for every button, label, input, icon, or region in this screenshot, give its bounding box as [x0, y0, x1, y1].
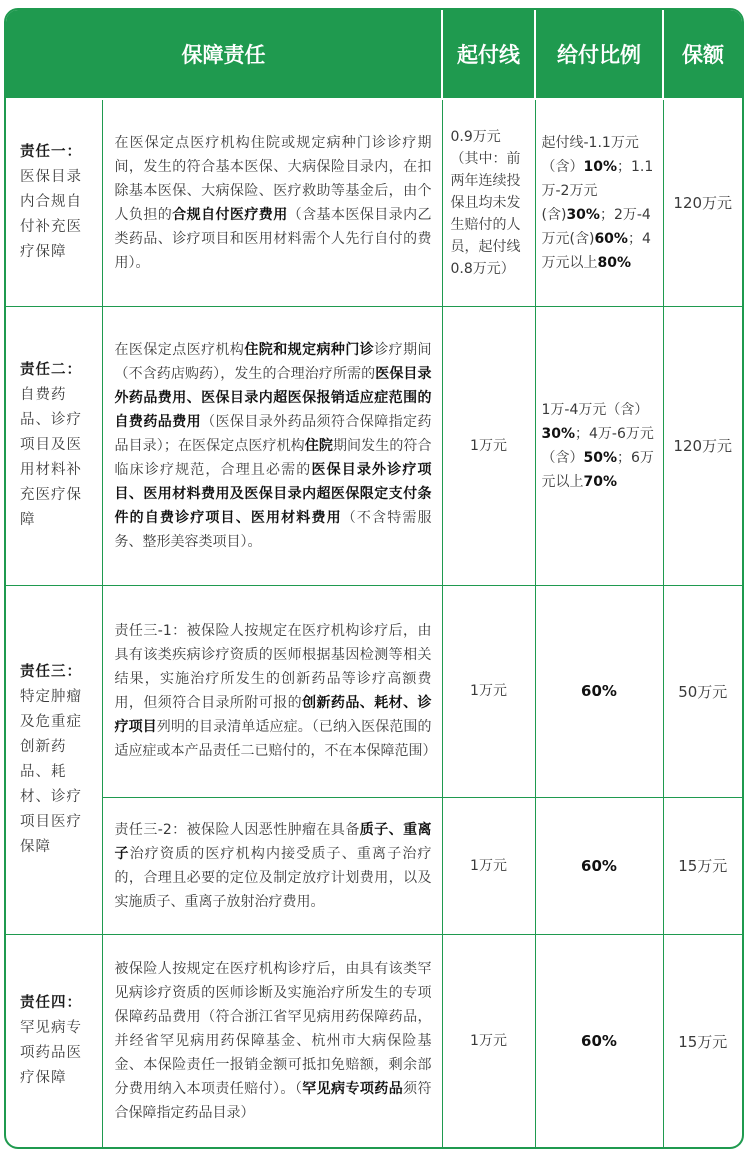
- row-duty-4: [6, 934, 742, 1148]
- row-duty-2: [6, 306, 742, 585]
- text-run: 在医保定点医疗机构: [114, 341, 245, 358]
- header-ratio: 给付比例: [535, 10, 663, 99]
- bold-text: 医保目录外药品费用、医保目录内超医保报销适应症范围的自费药品费用: [114, 365, 432, 430]
- coverage-amount: 120万元: [663, 99, 742, 306]
- duty-label: [6, 306, 102, 585]
- bold-text: 住院: [304, 437, 333, 454]
- payout-ratio: [535, 99, 663, 306]
- duty-label: [6, 99, 102, 306]
- bold-text: 30%: [566, 206, 600, 223]
- coverage-amount: 15万元: [663, 797, 742, 934]
- deductible: 1万元: [442, 797, 535, 934]
- coverage-amount: 120万元: [663, 306, 742, 585]
- duty-description: [102, 585, 442, 797]
- text-run: 2万-4万元(含): [541, 206, 651, 247]
- payout-ratio: 60%: [535, 934, 663, 1148]
- coverage-amount: 15万元: [663, 934, 742, 1148]
- bold-text: 罕见病专项药品: [302, 1081, 404, 1098]
- bold-text: 10%: [583, 158, 618, 175]
- duty-title: 责任二：: [20, 362, 82, 378]
- coverage-table-frame: [4, 8, 744, 1149]
- text-run: 须符合保障指定药品目录）: [114, 1081, 432, 1122]
- text-run: （含基本医保目录内乙类药品、诊疗项目和医用材料需个人先行自付的费用）。: [114, 206, 432, 271]
- bold-text: 医保目录外诊疗项目、医用材料费用及医保目录内超医保限定支付条件的自费诊疗项目、医用材料费用: [114, 461, 432, 526]
- duty-description: [102, 934, 442, 1148]
- text-run: ；: [617, 158, 632, 175]
- row-duty-1: [6, 99, 742, 306]
- bold-text: 60%: [594, 230, 628, 247]
- duty-description: [102, 99, 442, 306]
- text-run: 在医保定点医疗机构住院或规定病种门诊诊疗期间，发生的符合基本医保、大病保险目录内，在扣除基本医保、大病保险、医疗救助等基金后，由个人负担的: [114, 134, 432, 223]
- text-run: ；: [599, 206, 614, 223]
- duty-description: [102, 797, 442, 934]
- text-run: 4万-6万元（含）: [541, 425, 654, 466]
- duty-label: [6, 585, 102, 934]
- coverage-amount: 50万元: [663, 585, 742, 797]
- text-run: 治疗资质的医疗机构内接受质子、重离子治疗的，合理且必要的定位及制定放疗计划费用，以及实施质子、重离子放射治疗费用。: [114, 845, 432, 910]
- duty-name: 特定肿瘤及危重症创新药品、耗材、诊疗项目医疗保障: [20, 688, 82, 855]
- text-run: （医保目录外药品须符合保障指定药品目录）；在医保定点医疗机构: [114, 413, 432, 454]
- bold-text: 创新药品、耗材、诊疗项目: [114, 695, 432, 735]
- bold-text: 30%: [541, 425, 576, 442]
- duty-name: 罕见病专项药品医疗保障: [20, 1020, 82, 1087]
- duty-name: 医保目录内合规自付补充医疗保障: [20, 169, 82, 261]
- header-amount: 保额: [663, 10, 742, 99]
- deductible: 1万元: [442, 306, 535, 585]
- row-duty-3-1: [6, 585, 742, 797]
- duty-title: 责任三：: [20, 663, 82, 680]
- duty-title: 责任一：: [20, 144, 82, 161]
- text-run: 责任三-1：被保险人按规定在医疗机构诊疗后，由具有该类疾病诊疗资质的医师根据基因检测等相关结果，实施治疗所发生的创新药品等诊疗高额费用，但须符合目录所附可报的: [114, 623, 432, 711]
- bold-text: 80%: [597, 254, 632, 271]
- deductible: 1万元: [442, 585, 535, 797]
- deductible: 0.9万元（其中：前两年连续投保且均未发生赔付的人员，起付线0.8万元）: [442, 99, 535, 306]
- text-run: 1.1万-2万元(含): [541, 158, 654, 223]
- header-deductible: 起付线: [442, 10, 535, 99]
- coverage-table: [6, 10, 742, 1148]
- text-run: 起付线-1.1万元（含）: [541, 134, 639, 175]
- text-run: 4万元以上: [541, 230, 651, 271]
- bold-text: 50%: [583, 449, 618, 466]
- bold-text: 70%: [583, 473, 618, 490]
- bold-text: 质子、重离子: [114, 821, 432, 862]
- text-run: ；: [617, 449, 632, 466]
- payout-ratio: [535, 306, 663, 585]
- bold-text: 住院和规定病种门诊: [244, 341, 375, 358]
- bold-text: 合规自付医疗费用: [172, 206, 288, 223]
- duty-name: 自费药品、诊疗项目及医用材料补充医疗保障: [20, 387, 82, 528]
- text-run: ；: [627, 230, 642, 247]
- duty-label: [6, 934, 102, 1148]
- text-run: 责任三-2：被保险人因恶性肿瘤在具备: [114, 821, 360, 838]
- row-duty-3-2: [6, 797, 742, 934]
- text-run: 诊疗期间（不含药店购药），发生的合理治疗所需的: [114, 341, 432, 382]
- text-run: 6万元以上: [541, 449, 654, 490]
- text-run: 被保险人按规定在医疗机构诊疗后，由具有该类罕见病诊疗资质的医师诊断及实施治疗所发生的专项保障药品费用（符合浙江省罕见病用药保障药品，并经省罕见病用药保障基金、杭州市大病保险基金、本保险责任一报销金额可抵扣免赔额，剩余部分费用纳入本项责任赔付）。（: [114, 961, 432, 1098]
- duty-description: [102, 306, 442, 585]
- deductible: 1万元: [442, 934, 535, 1148]
- text-run: ；: [575, 425, 590, 442]
- text-run: 期间发生的符合临床诊疗规范，合理且必需的: [114, 437, 432, 478]
- duty-title: 责任四：: [20, 995, 82, 1012]
- text-run: 1万-4万元（含）: [541, 401, 649, 418]
- payout-ratio: 60%: [535, 585, 663, 797]
- header-coverage: 保障责任: [6, 10, 442, 99]
- text-run: 列明的目录清单适应症。（已纳入医保范围的适应症或本产品责任二已赔付的，不在本保障范围）: [114, 719, 437, 759]
- text-run: （不含特需服务、整形美容类项目）。: [114, 509, 432, 550]
- payout-ratio: 60%: [535, 797, 663, 934]
- header-row: [6, 10, 742, 99]
